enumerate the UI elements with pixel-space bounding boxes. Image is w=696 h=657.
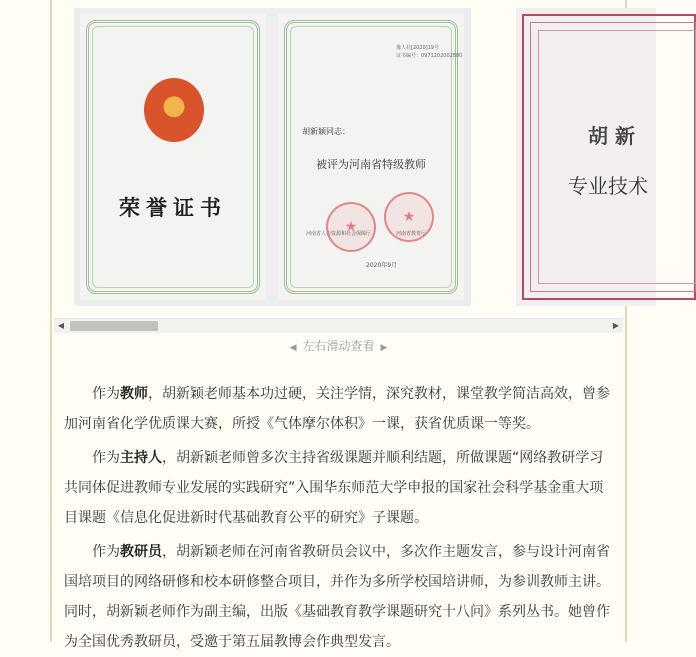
certificate-issuer-left: 河南省人力资源和社会保障厅 bbox=[306, 231, 372, 237]
certificate2-text: 专业技术 bbox=[568, 174, 648, 198]
triangle-left-icon: ◀ bbox=[289, 343, 297, 353]
paragraph-host: 作为主持人，胡新颖老师曾多次主持省级课题并顺利结题，所做课题“网络教研学习共同体促进教师专业发展的实践研究”入围华东师范大学申报的国家社会科学基金重大项目课题《信息化促进新时代基础教育公平的研究》子课题。 bbox=[64, 450, 604, 526]
certificate-issuer-right: 河南省教育厅 bbox=[396, 231, 427, 237]
article-content bbox=[52, 0, 648, 650]
red-seal-left-icon: ★ bbox=[326, 202, 376, 252]
certificate-title: 荣誉证书 bbox=[119, 195, 227, 220]
certificate-gallery[interactable] bbox=[52, 0, 648, 315]
paragraph-teacher: 作为教师，胡新颖老师基本功过硬，关注学情，深究教材，课堂教学简洁高效，曾参加河南省化学优质课大赛，所授《气体摩尔体积》一课，获省优质课一等奖。 bbox=[64, 386, 610, 432]
certificate-body: 被评为河南省特级教师 bbox=[316, 158, 426, 171]
certificate-recipient: 胡新颖同志： bbox=[302, 127, 350, 136]
scroll-right-arrow-icon[interactable]: ▶ bbox=[612, 321, 620, 330]
swipe-hint bbox=[52, 337, 625, 354]
professional-certificate-image bbox=[516, 8, 656, 306]
triangle-right-icon: ▶ bbox=[380, 343, 388, 353]
certificate-date: 2020年9月 bbox=[366, 262, 398, 269]
certificate-serial-2: 证书编号：0971202002880 bbox=[396, 53, 463, 59]
certificate2-name: 胡 新 bbox=[588, 124, 635, 148]
certificate-serial-1: 豫人社[2020]19号 bbox=[396, 45, 439, 51]
paragraph-researcher: 作为教研员，胡新颖老师在河南省教研员会议中，多次作主题发言，参与设计河南省国培项目的网络研修和校本研修整合项目，并作为多所学校国培讲师，为参训教师主讲。同时，胡新颖老师作为副主编，出版《基础教育教学课题研究十八问》系列丛书。她曾作为全国优秀教研员，受邀于第五届教博会作典型发言。 bbox=[64, 544, 610, 650]
horizontal-scrollbar[interactable] bbox=[54, 318, 623, 333]
certificate-inner-page bbox=[278, 14, 464, 300]
red-seal-right-icon: ★ bbox=[384, 192, 434, 242]
certificate-cover bbox=[80, 14, 266, 300]
role-teacher: 教师 bbox=[120, 386, 148, 402]
honor-certificate-image bbox=[74, 8, 471, 306]
swipe-hint-text: 左右滑动查看 bbox=[302, 339, 375, 353]
national-emblem-icon bbox=[144, 78, 204, 142]
scroll-left-arrow-icon[interactable]: ◀ bbox=[57, 321, 65, 330]
role-researcher: 教研员 bbox=[120, 544, 162, 560]
role-host: 主持人 bbox=[120, 450, 162, 466]
scrollbar-thumb[interactable] bbox=[70, 321, 158, 331]
